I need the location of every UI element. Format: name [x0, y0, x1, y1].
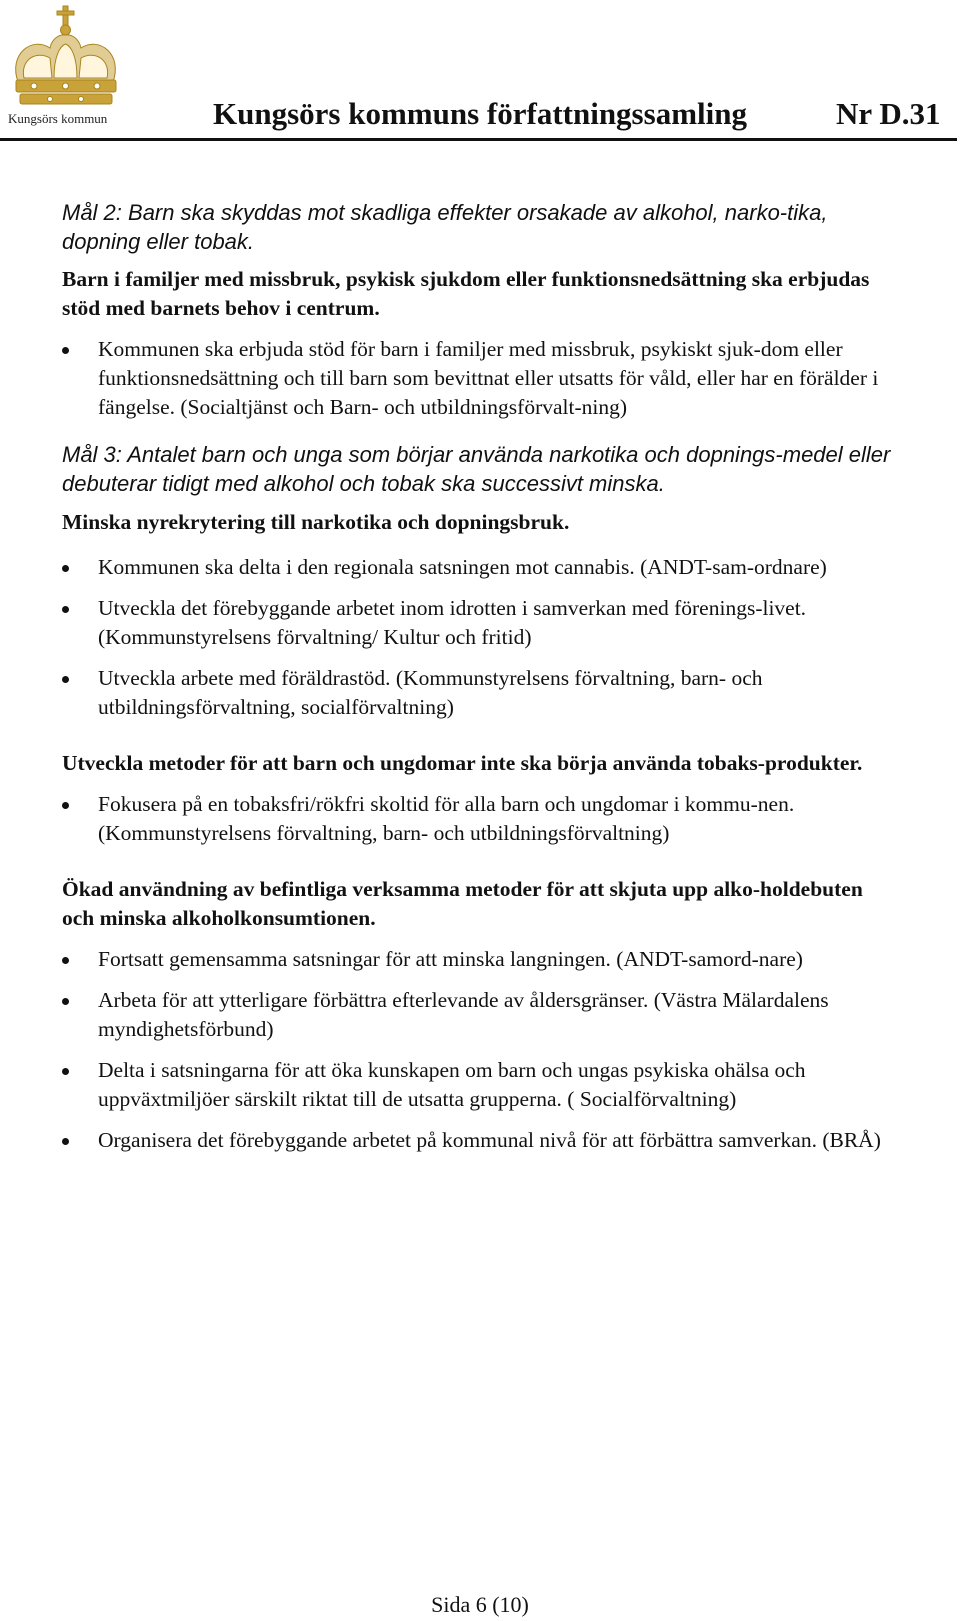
- bullet-list: [62, 945, 900, 1155]
- list-item: Utveckla arbete med föräldrastöd. (Kommunstyrelsens förvaltning, barn- och utbildningsförvaltning, socialförvaltning): [62, 664, 900, 722]
- list-item: Kommunen ska delta i den regionala satsningen mot cannabis. (ANDT-sam-ordnare): [62, 553, 900, 582]
- bullet-list: [62, 335, 900, 422]
- crown-logo-icon: [4, 4, 128, 128]
- bullet-icon: [62, 802, 69, 809]
- subheading: Barn i familjer med missbruk, psykisk sjukdom eller funktionsnedsättning ska erbjudas stöd med barnets behov i centrum.: [62, 267, 870, 320]
- document-number: Nr D.31: [836, 96, 941, 131]
- bullet-icon: [62, 676, 69, 683]
- bullet-icon: [62, 998, 69, 1005]
- list-item: Utveckla det förebyggande arbetet inom idrotten i samverkan med förenings-livet. (Kommunstyrelsens förvaltning/ Kultur och fritid): [62, 594, 900, 652]
- subheading: Ökad användning av befintliga verksamma metoder för att skjuta upp alko-holdebuten och minska alkoholkonsumtionen.: [62, 877, 863, 930]
- list-item: Fortsatt gemensamma satsningar för att minska langningen. (ANDT-samord-nare): [62, 945, 900, 974]
- header-divider: [0, 138, 957, 141]
- document-body: [62, 198, 900, 1155]
- bullet-icon: [62, 565, 69, 572]
- page-header: [0, 0, 960, 145]
- document-title: Kungsörs kommuns författningssamling: [213, 96, 747, 131]
- bullet-icon: [62, 1138, 69, 1145]
- list-item: Kommunen ska erbjuda stöd för barn i familjer med missbruk, psykiskt sjuk-dom eller funktionsnedsättning och till barn som bevittnat eller utsatts för våld, eller har en förälder i fängelse. (Socialtjänst och Barn- och utbildningsförvalt-ning): [62, 335, 900, 422]
- list-item: Delta i satsningarna för att öka kunskapen om barn och ungas psykiska ohälsa och uppväxtmiljöer särskilt riktat till de utsatta grupperna. ( Socialförvaltning): [62, 1056, 900, 1114]
- list-item: Organisera det förebyggande arbetet på kommunal nivå för att förbättra samverkan. (BRÅ): [62, 1126, 900, 1155]
- bullet-icon: [62, 957, 69, 964]
- list-item: Fokusera på en tobaksfri/rökfri skoltid för alla barn och ungdomar i kommu-nen. (Kommunstyrelsens förvaltning, barn- och utbildningsförvaltning): [62, 790, 900, 848]
- logo-text: Kungsörs kommun: [8, 111, 108, 126]
- goal-heading: Mål 2: Barn ska skyddas mot skadliga effekter orsakade av alkohol, narko-tika, dopning eller tobak.: [62, 200, 828, 254]
- bullet-icon: [62, 347, 69, 354]
- subheading: Minska nyrekrytering till narkotika och dopningsbruk.: [62, 510, 570, 534]
- bullet-list: [62, 553, 900, 722]
- page-number: Sida 6 (10): [431, 1592, 529, 1617]
- bullet-icon: [62, 606, 69, 613]
- list-item: Arbeta för att ytterligare förbättra efterlevande av åldersgränser. (Västra Mälardalens myndighetsförbund): [62, 986, 900, 1044]
- bullet-icon: [62, 1068, 69, 1075]
- subheading: Utveckla metoder för att barn och ungdomar inte ska börja använda tobaks-produkter.: [62, 751, 863, 775]
- goal-heading: Mål 3: Antalet barn och unga som börjar använda narkotika och dopnings-medel eller debuterar tidigt med alkohol och tobak ska successivt minska.: [62, 442, 891, 496]
- bullet-list: [62, 790, 900, 848]
